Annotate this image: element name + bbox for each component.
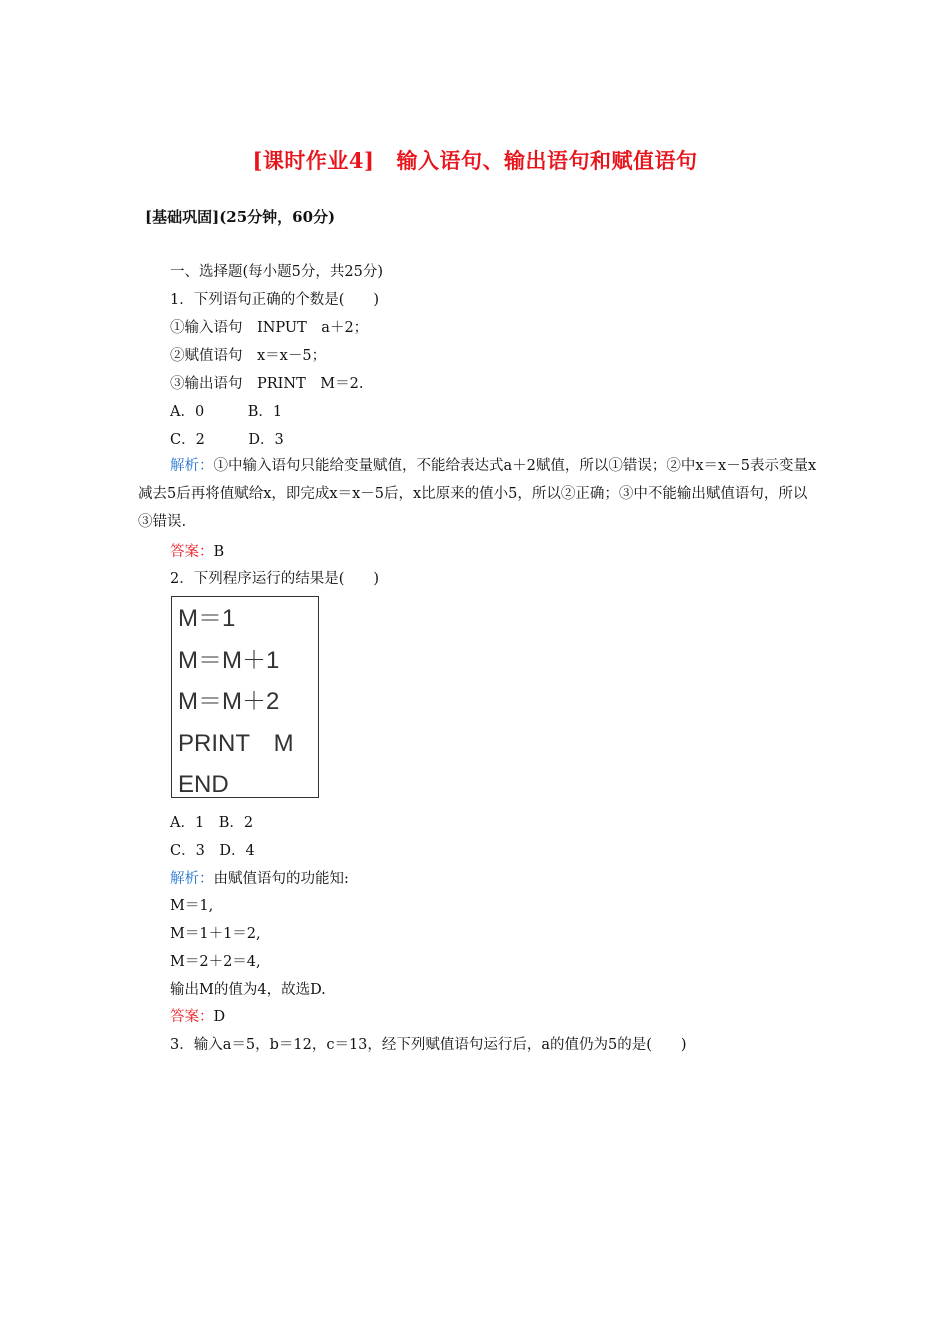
- q1-analysis-label: 解析：: [170, 458, 214, 474]
- q2-answer-label: 答案：: [170, 1009, 214, 1025]
- q1-options-ab: A．0 B．1: [170, 404, 283, 420]
- code-line-5: END: [178, 771, 229, 798]
- q2-step-4: 输出M的值为4，故选D.: [170, 982, 326, 998]
- q2-analysis-label: 解析：: [170, 871, 214, 887]
- q1-item-1: ①输入语句 INPUT a＋2；: [170, 320, 369, 336]
- q1-item-3: ③输出语句 PRINT M＝2.: [170, 376, 364, 392]
- q1-analysis: [138, 452, 818, 536]
- part-heading: 一、选择题(每小题5分，共25分): [170, 264, 383, 280]
- q3-stem: 3．输入a＝5，b＝12，c＝13，经下列赋值语句运行后，a的值仍为5的是( ): [170, 1037, 687, 1053]
- q1-answer-value: B: [213, 544, 225, 560]
- q1-options-cd: C．2 D．3: [170, 432, 284, 448]
- q1-answer: [170, 542, 224, 562]
- q1-answer-label: 答案：: [170, 544, 214, 560]
- page-title: [0, 145, 950, 175]
- title-right: 输入语句、输出语句和赋值语句: [396, 148, 698, 173]
- q2-options-ab: A．1 B．2: [170, 815, 254, 831]
- q1-item-2: ②赋值语句 x＝x－5；: [170, 348, 327, 364]
- code-line-3: M＝M＋2: [178, 688, 280, 715]
- q2-analysis: [170, 869, 349, 889]
- section-heading: [基础巩固](25分钟，60分): [145, 208, 336, 226]
- q1-analysis-text: ①中输入语句只能给变量赋值，不能给表达式a＋2赋值，所以①错误；②中x＝x－5表示变量x减去5后再将值赋给x，即完成x＝x－5后，x比原来的值小5，所以②正确；③中不能输出赋值语句，所以③错误.: [138, 458, 817, 530]
- q2-stem: 2．下列程序运行的结果是( ): [170, 571, 380, 587]
- q2-step-3: M＝2＋2＝4,: [170, 954, 261, 970]
- program-code-box: [171, 596, 319, 798]
- code-line-2: M＝M＋1: [178, 646, 280, 674]
- q2-answer-value: D: [213, 1009, 226, 1025]
- q2-step-2: M＝1＋1＝2,: [170, 926, 261, 942]
- q1-stem: 1．下列语句正确的个数是( ): [170, 292, 380, 308]
- code-line-4: PRINT M: [178, 729, 294, 757]
- q2-step-1: M＝1,: [170, 898, 214, 914]
- title-left: [课时作业4]: [252, 148, 375, 173]
- q2-answer: [170, 1007, 225, 1027]
- code-line-1: M＝1: [178, 605, 236, 632]
- q2-analysis-text: 由赋值语句的功能知:: [213, 871, 349, 887]
- q2-options-cd: C．3 D．4: [170, 843, 255, 859]
